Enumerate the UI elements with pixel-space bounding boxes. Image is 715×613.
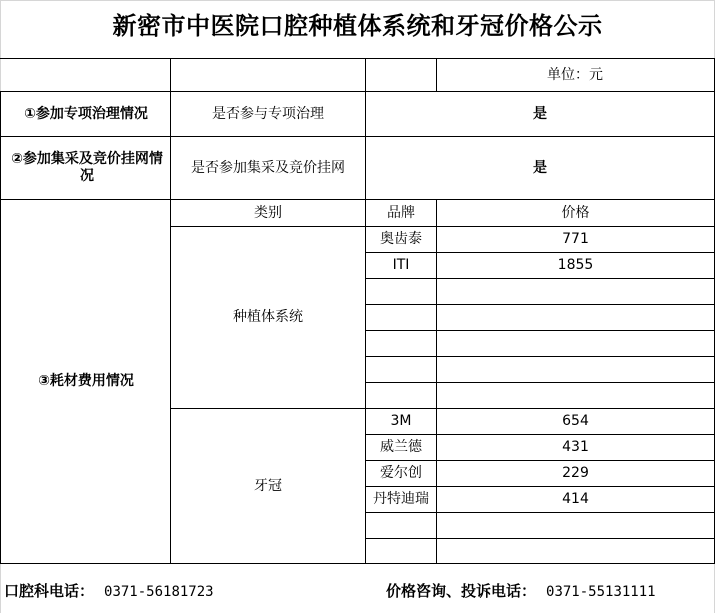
price-cell	[437, 331, 714, 356]
header-price: 价格	[561, 204, 590, 221]
brand-cell: 威兰德	[380, 439, 422, 455]
unit-label: 单位：元	[547, 66, 603, 83]
price-cell: 654	[562, 413, 589, 429]
table-border	[170, 408, 715, 409]
complaint-phone-line	[386, 580, 656, 601]
table-border	[0, 91, 715, 92]
section-2-label: ②参加集采及竞价挂网情况	[11, 151, 163, 184]
price-cell: 1855	[557, 257, 594, 273]
dental-phone-line	[4, 580, 214, 601]
dental-phone-number: 0371-56181723	[104, 584, 214, 600]
row-border	[365, 538, 715, 539]
row-border	[365, 252, 715, 253]
row-border	[365, 304, 715, 305]
price-cell	[437, 357, 714, 382]
table-border	[0, 91, 1, 564]
row-border	[365, 330, 715, 331]
row-border	[365, 460, 715, 461]
brand-cell	[366, 513, 436, 538]
price-cell	[437, 539, 714, 564]
table-border	[170, 58, 171, 564]
brand-cell: 丹特迪瑞	[373, 491, 429, 507]
brand-cell	[366, 383, 436, 408]
table-border	[170, 226, 715, 227]
table-border	[436, 199, 437, 564]
brand-cell: 奥齿泰	[380, 231, 422, 247]
category-crown: 牙冠	[254, 477, 282, 494]
table-border	[436, 58, 437, 92]
table-border	[0, 563, 715, 564]
price-cell: 771	[562, 231, 589, 247]
price-cell: 431	[562, 439, 589, 455]
brand-cell: 3M	[390, 413, 412, 429]
brand-cell: ITI	[392, 257, 410, 273]
table-border	[0, 136, 715, 137]
brand-cell: 爱尔创	[380, 465, 422, 481]
row-border	[365, 434, 715, 435]
brand-cell	[366, 305, 436, 330]
price-cell	[437, 279, 714, 304]
brand-cell	[366, 279, 436, 304]
header-category: 类别	[254, 204, 282, 221]
section-2-question: 是否参加集采及竞价挂网	[191, 159, 345, 176]
section-1-label: ①参加专项治理情况	[24, 105, 148, 122]
section-2-answer: 是	[533, 159, 547, 176]
section-1-question: 是否参与专项治理	[212, 105, 324, 122]
row-border	[365, 356, 715, 357]
row-border	[365, 278, 715, 279]
brand-cell	[366, 357, 436, 382]
header-brand: 品牌	[387, 204, 415, 221]
price-cell	[437, 513, 714, 538]
table-border	[0, 199, 715, 200]
row-border	[365, 486, 715, 487]
complaint-phone-number: 0371-55131111	[546, 584, 656, 600]
price-cell	[437, 305, 714, 330]
row-border	[365, 382, 715, 383]
price-cell: 229	[562, 465, 589, 481]
brand-cell	[366, 331, 436, 356]
table-border	[0, 58, 715, 59]
row-border	[365, 512, 715, 513]
price-cell	[437, 383, 714, 408]
brand-cell	[366, 539, 436, 564]
price-cell: 414	[562, 491, 589, 507]
page-title: 新密市中医院口腔种植体系统和牙冠价格公示	[112, 10, 603, 40]
dental-phone-label: 口腔科电话：	[4, 582, 95, 600]
table-border	[365, 58, 366, 564]
complaint-phone-label: 价格咨询、投诉电话：	[386, 582, 537, 600]
category-implant-system: 种植体系统	[233, 309, 303, 325]
section-3-label: ③耗材费用情况	[38, 373, 134, 389]
section-1-answer: 是	[533, 105, 547, 122]
